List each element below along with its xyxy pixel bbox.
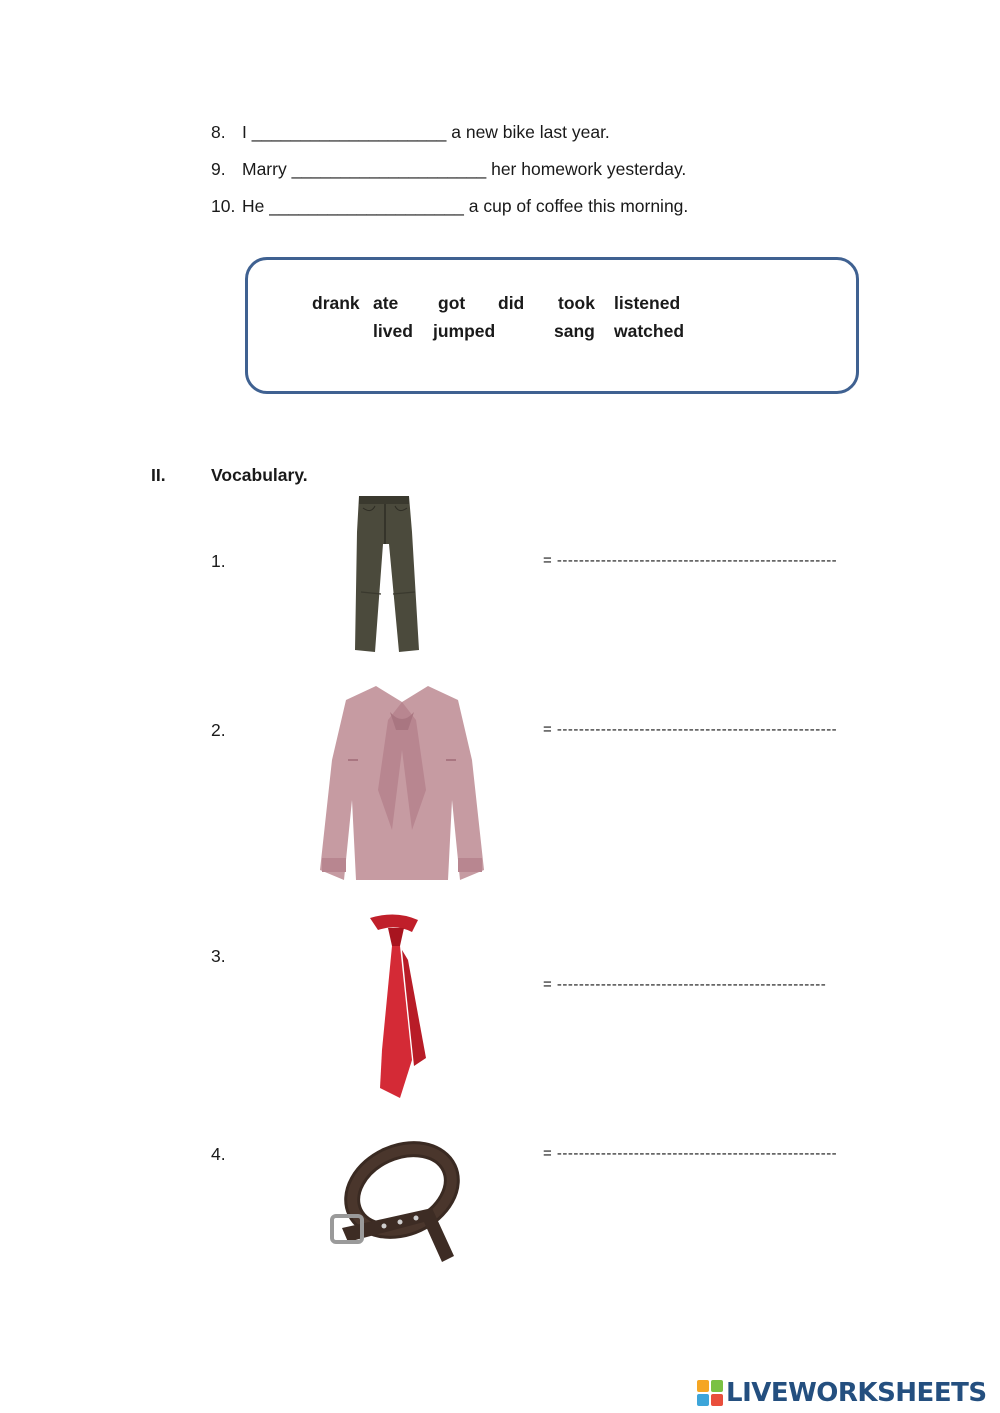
trousers-image bbox=[345, 492, 425, 657]
word-bank-word: listened bbox=[614, 293, 681, 313]
word-bank-box bbox=[245, 257, 859, 394]
sentence-text: He ____________________ a cup of coffee this morning. bbox=[242, 196, 689, 216]
blouse-image bbox=[318, 680, 486, 885]
word-bank-word: took bbox=[558, 293, 595, 313]
section-title: Vocabulary. bbox=[211, 465, 308, 485]
word-bank-word: jumped bbox=[433, 321, 496, 341]
liveworksheets-logo bbox=[697, 1376, 987, 1410]
answer-line[interactable]: = --------------------------------------------------- bbox=[543, 1145, 838, 1162]
logo-blocks-icon bbox=[697, 1380, 723, 1406]
vocab-item-number: 1. bbox=[211, 551, 226, 571]
word-bank-word: got bbox=[438, 293, 466, 313]
sentence-text: I ____________________ a new bike last year. bbox=[242, 122, 610, 142]
vocab-item-number: 2. bbox=[211, 720, 226, 740]
logo-text: LIVEWORKSHEETS bbox=[726, 1378, 987, 1408]
sentence-8 bbox=[211, 122, 610, 143]
answer-line[interactable]: = --------------------------------------------------- bbox=[543, 552, 838, 569]
answer-line[interactable]: = ------------------------------------------------- bbox=[543, 976, 827, 993]
sentence-number: 8. bbox=[211, 122, 226, 142]
section-number: II. bbox=[151, 465, 166, 485]
sentence-number: 10. bbox=[211, 196, 236, 216]
word-bank-word: watched bbox=[614, 321, 685, 341]
word-bank-word: did bbox=[498, 293, 525, 313]
belt-image bbox=[322, 1118, 472, 1268]
vocab-item-number: 4. bbox=[211, 1144, 226, 1164]
word-bank-word: sang bbox=[554, 321, 595, 341]
sentence-text: Marry ____________________ her homework yesterday. bbox=[242, 159, 687, 179]
tie-image bbox=[360, 910, 430, 1105]
word-bank-word: drank bbox=[312, 293, 360, 313]
answer-line[interactable]: = --------------------------------------------------- bbox=[543, 721, 838, 738]
sentence-number: 9. bbox=[211, 159, 226, 179]
vocab-item-number: 3. bbox=[211, 946, 226, 966]
word-bank-word: lived bbox=[373, 321, 413, 341]
word-bank-word: ate bbox=[373, 293, 399, 313]
sentence-10 bbox=[211, 196, 688, 217]
sentence-9 bbox=[211, 159, 686, 180]
